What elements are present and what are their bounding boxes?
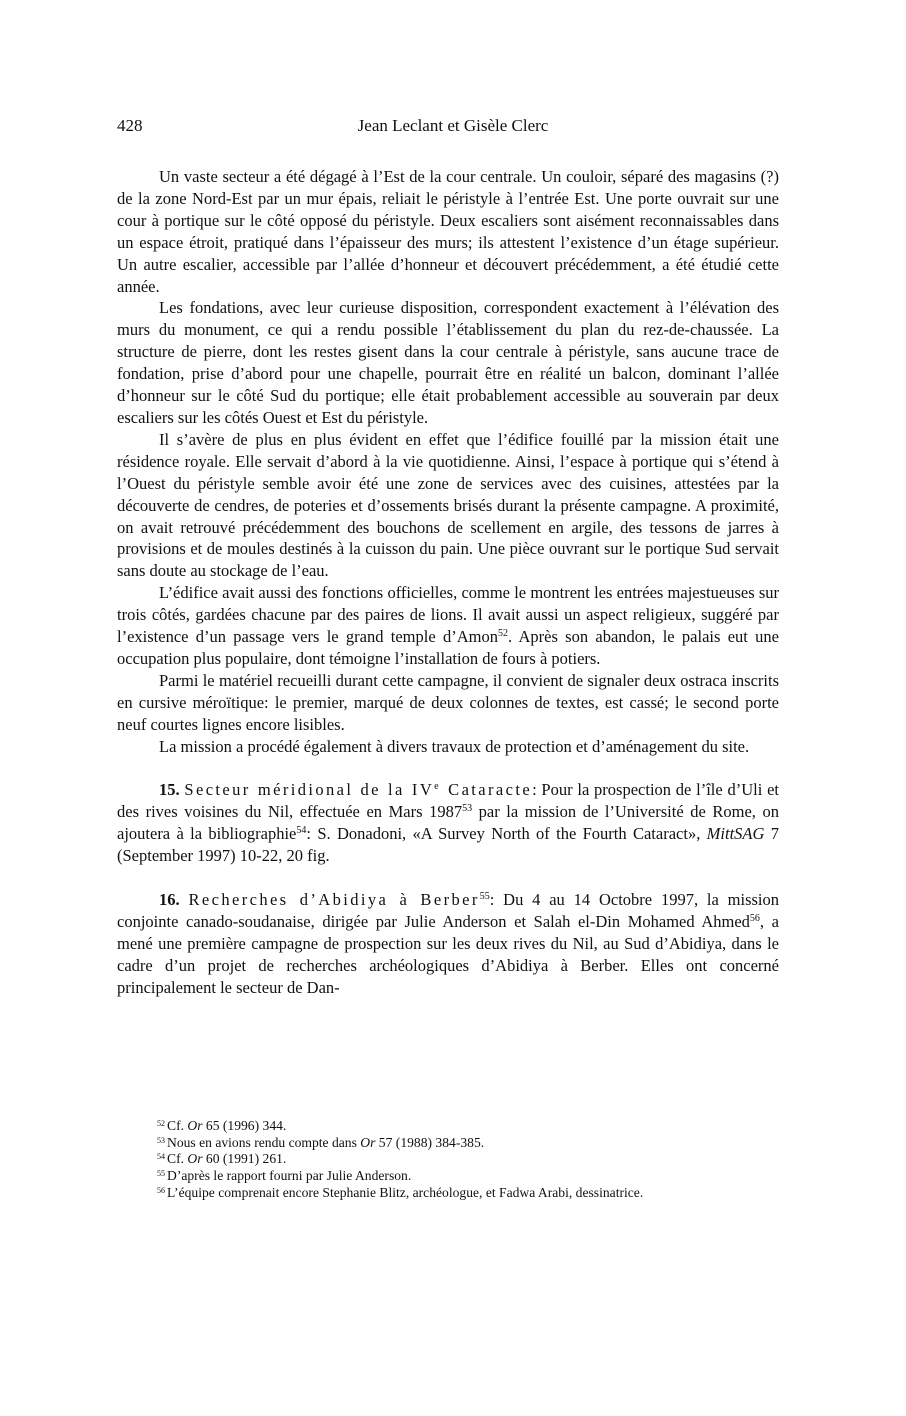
journal-title: MittSAG bbox=[706, 824, 765, 844]
title-superscript: e bbox=[434, 781, 441, 793]
footnote bbox=[157, 1151, 797, 1168]
footnote-text: Nous en avions rendu compte dans bbox=[167, 1134, 361, 1150]
footnote-text: Cf. bbox=[167, 1151, 188, 1167]
journal-title: Or bbox=[187, 1118, 203, 1133]
section-16 bbox=[117, 889, 779, 999]
page-number: 428 bbox=[117, 116, 143, 135]
journal-title: Or bbox=[187, 1151, 203, 1167]
footnote-text: 65 (1996) 344. bbox=[202, 1118, 287, 1133]
main-text bbox=[117, 166, 779, 999]
section-title-text: Cataracte bbox=[441, 780, 533, 800]
section-text: : Pour la prospection de l’île d’Uli et des rives voisines du Nil, effectuée en Mars 1987 bbox=[117, 780, 779, 822]
footnote bbox=[157, 1118, 797, 1135]
section-number: 16. bbox=[159, 890, 180, 910]
section-text: par la mission de l’Université de Rome, on ajoutera à la bibliographie bbox=[117, 802, 779, 844]
paragraph: Parmi le matériel recueilli durant cette campagne, il convient de signaler deux ostraca inscrits en cursive méroïtique: le premier, marqué de deux colonnes de textes, est cassé; le second porte neuf courtes lignes encore lisibles. bbox=[117, 670, 779, 734]
footnote-text: 57 (1988) 384-385. bbox=[375, 1134, 485, 1150]
footnote-ref: 55 bbox=[479, 891, 490, 903]
footnote-ref: 54 bbox=[296, 825, 307, 837]
paragraph: Il s’avère de plus en plus évident en effet que l’édifice fouillé par la mission était une résidence royale. Elle servait d’abord à la vie quotidienne. Ainsi, l’espace à portique qui s’étend à l’Ouest du péristyle semble avoir été une zone de services avec des cuisines, attestées par la découverte de cendres, de poteries et d’ossements brisés durant la présente campagne. A proximité, on avait retrouvé précédemment des bouchons de scellement en argile, des tessons de jarres à provisions et de moules destinés à la cuisson du pain. Une pièce ouvrant sur le portique Sud servait sans doute au stockage de l’eau. bbox=[117, 429, 779, 581]
paragraph: Les fondations, avec leur curieuse disposition, correspondent exactement à l’élévation des murs du monument, ce qui a rendu possible l’établissement du plan du rez-de-chaussée. La structure de pierre, dont les restes gisent dans la cour centrale à péristyle, sans aucune trace de fondation, prise d’abord pour une chapelle, pourrait être en réalité un balcon, dominant l’allée d’honneur sur le côté Sud du portique; elle était probablement accessible au souverain par deux escaliers sur les côtés Ouest et Est du péristyle. bbox=[117, 298, 779, 427]
footnote-number: 52 bbox=[157, 1119, 165, 1128]
section-text: 7 (September 1997) 10-22, 20 fig. bbox=[117, 824, 780, 866]
footnote-text: D’après le rapport fourni par Julie Anderson. bbox=[167, 1168, 412, 1184]
running-head: Jean Leclant et Gisèle Clerc bbox=[357, 116, 549, 135]
footnote-text: Cf. bbox=[167, 1118, 188, 1133]
section-text: : Du 4 au 14 Octobre 1997, la mission conjointe canado-soudanaise, dirigée par Julie Anderson et Salah el-Din Mohamed Ahmed bbox=[117, 890, 780, 931]
paragraph: La mission a procédé également à divers travaux de protection et d’aménagement du site. bbox=[159, 736, 750, 756]
section-title: Recherches d’Abidiya à Berber bbox=[188, 890, 480, 910]
journal-title: Or bbox=[360, 1134, 376, 1150]
footnote-text: L’équipe comprenait encore Stephanie Blitz, archéologue, et Fadwa Arabi, dessinatrice. bbox=[167, 1184, 644, 1200]
footnote-ref: 52 bbox=[497, 628, 508, 640]
footnote-number: 54 bbox=[157, 1152, 165, 1162]
section-text: , a mené une première campagne de prospection sur les deux rives du Nil, au Sud d’Abidiya, dans le cadre d’un projet de recherches archéologiques d’Abidiya à Berber. Elles ont concerné principalement le secteur de Dan- bbox=[117, 912, 779, 997]
paragraph-text: . Après son abandon, le palais eut une occupation plus populaire, dont témoigne l’installation de fours à potiers. bbox=[117, 627, 779, 668]
section-title bbox=[184, 780, 532, 799]
footnote-text: 60 (1991) 261. bbox=[202, 1151, 287, 1167]
section-number: 15. bbox=[159, 780, 180, 800]
paragraph-text: L’édifice avait aussi des fonctions officielles, comme le montrent les entrées majestueuses sur trois côtés, gardées chacune par des paires de lions. Il avait aussi un aspect religieux, suggéré par l’existence d’un passage vers le grand temple d’Amon bbox=[117, 583, 779, 647]
footnote-number: 55 bbox=[157, 1169, 165, 1179]
section-text: : S. Donadoni, «A Survey North of the Fourth Cataract», bbox=[306, 824, 707, 844]
footnote-number: 56 bbox=[157, 1185, 165, 1195]
footnote-ref: 56 bbox=[749, 913, 760, 924]
footnote bbox=[157, 1168, 797, 1185]
footnote bbox=[157, 1135, 797, 1152]
footnotes bbox=[157, 1118, 797, 1202]
paragraph: Un vaste secteur a été dégagé à l’Est de la cour centrale. Un couloir, séparé des magasins (?) de la zone Nord-Est par un mur épais, reliait le péristyle à l’entrée Est. Une porte ouvrait sur une cour à portique sur le côté opposé du péristyle. Deux escaliers sont aisément reconnaissables dans un espace étroit, pratiqué dans l’épaisseur des murs; ils attestent l’existence d’un étage supérieur. Un autre escalier, accessible par l’allée d’honneur et découvert précédemment, a été étudié cette année. bbox=[117, 167, 779, 296]
footnote-number: 53 bbox=[157, 1135, 165, 1145]
section-15 bbox=[117, 779, 779, 867]
footnote bbox=[157, 1185, 797, 1202]
footnote-ref: 53 bbox=[462, 803, 473, 815]
paragraph bbox=[117, 582, 779, 670]
section-title-text: Secteur méridional de la IV bbox=[184, 780, 435, 800]
